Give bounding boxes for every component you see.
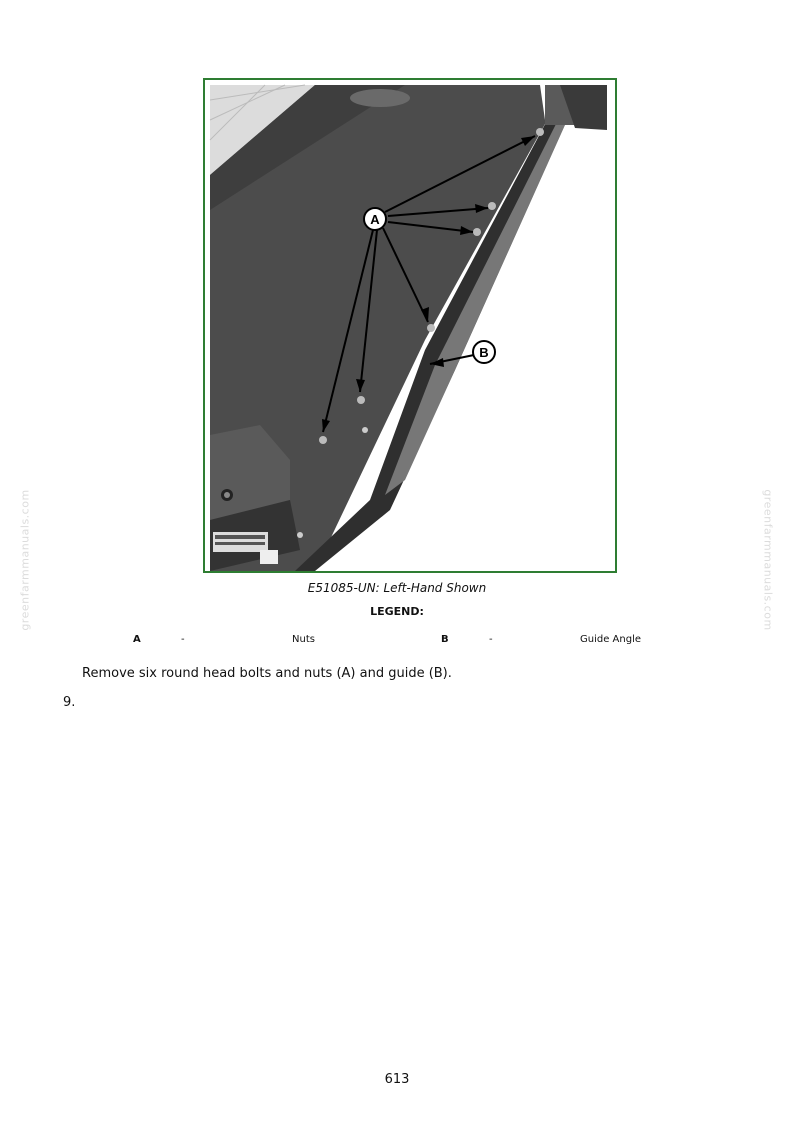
callout-a-label: A [370,212,380,227]
legend-label-b: Guide Angle [580,634,642,645]
legend-dash-b: - [489,634,493,645]
watermark-left: greenfarmmanuals.com [18,489,32,631]
legend-key-b: B [441,634,449,645]
equipment-photo [205,80,615,571]
step-number: 9. [63,695,76,710]
legend-title: LEGEND: [370,605,424,618]
instruction-text: Remove six round head bolts and nuts (A) and guide (B). [82,666,452,681]
figure-frame [203,78,617,573]
figure-caption: E51085-UN: Left-Hand Shown [307,581,487,595]
legend-dash-a: - [181,634,185,645]
legend-label-a: Nuts [292,634,315,645]
watermark-right: greenfarmmanuals.com [761,489,775,631]
legend-key-a: A [133,634,141,645]
page-number: 613 [384,1072,410,1087]
callout-b-label: B [479,345,489,360]
